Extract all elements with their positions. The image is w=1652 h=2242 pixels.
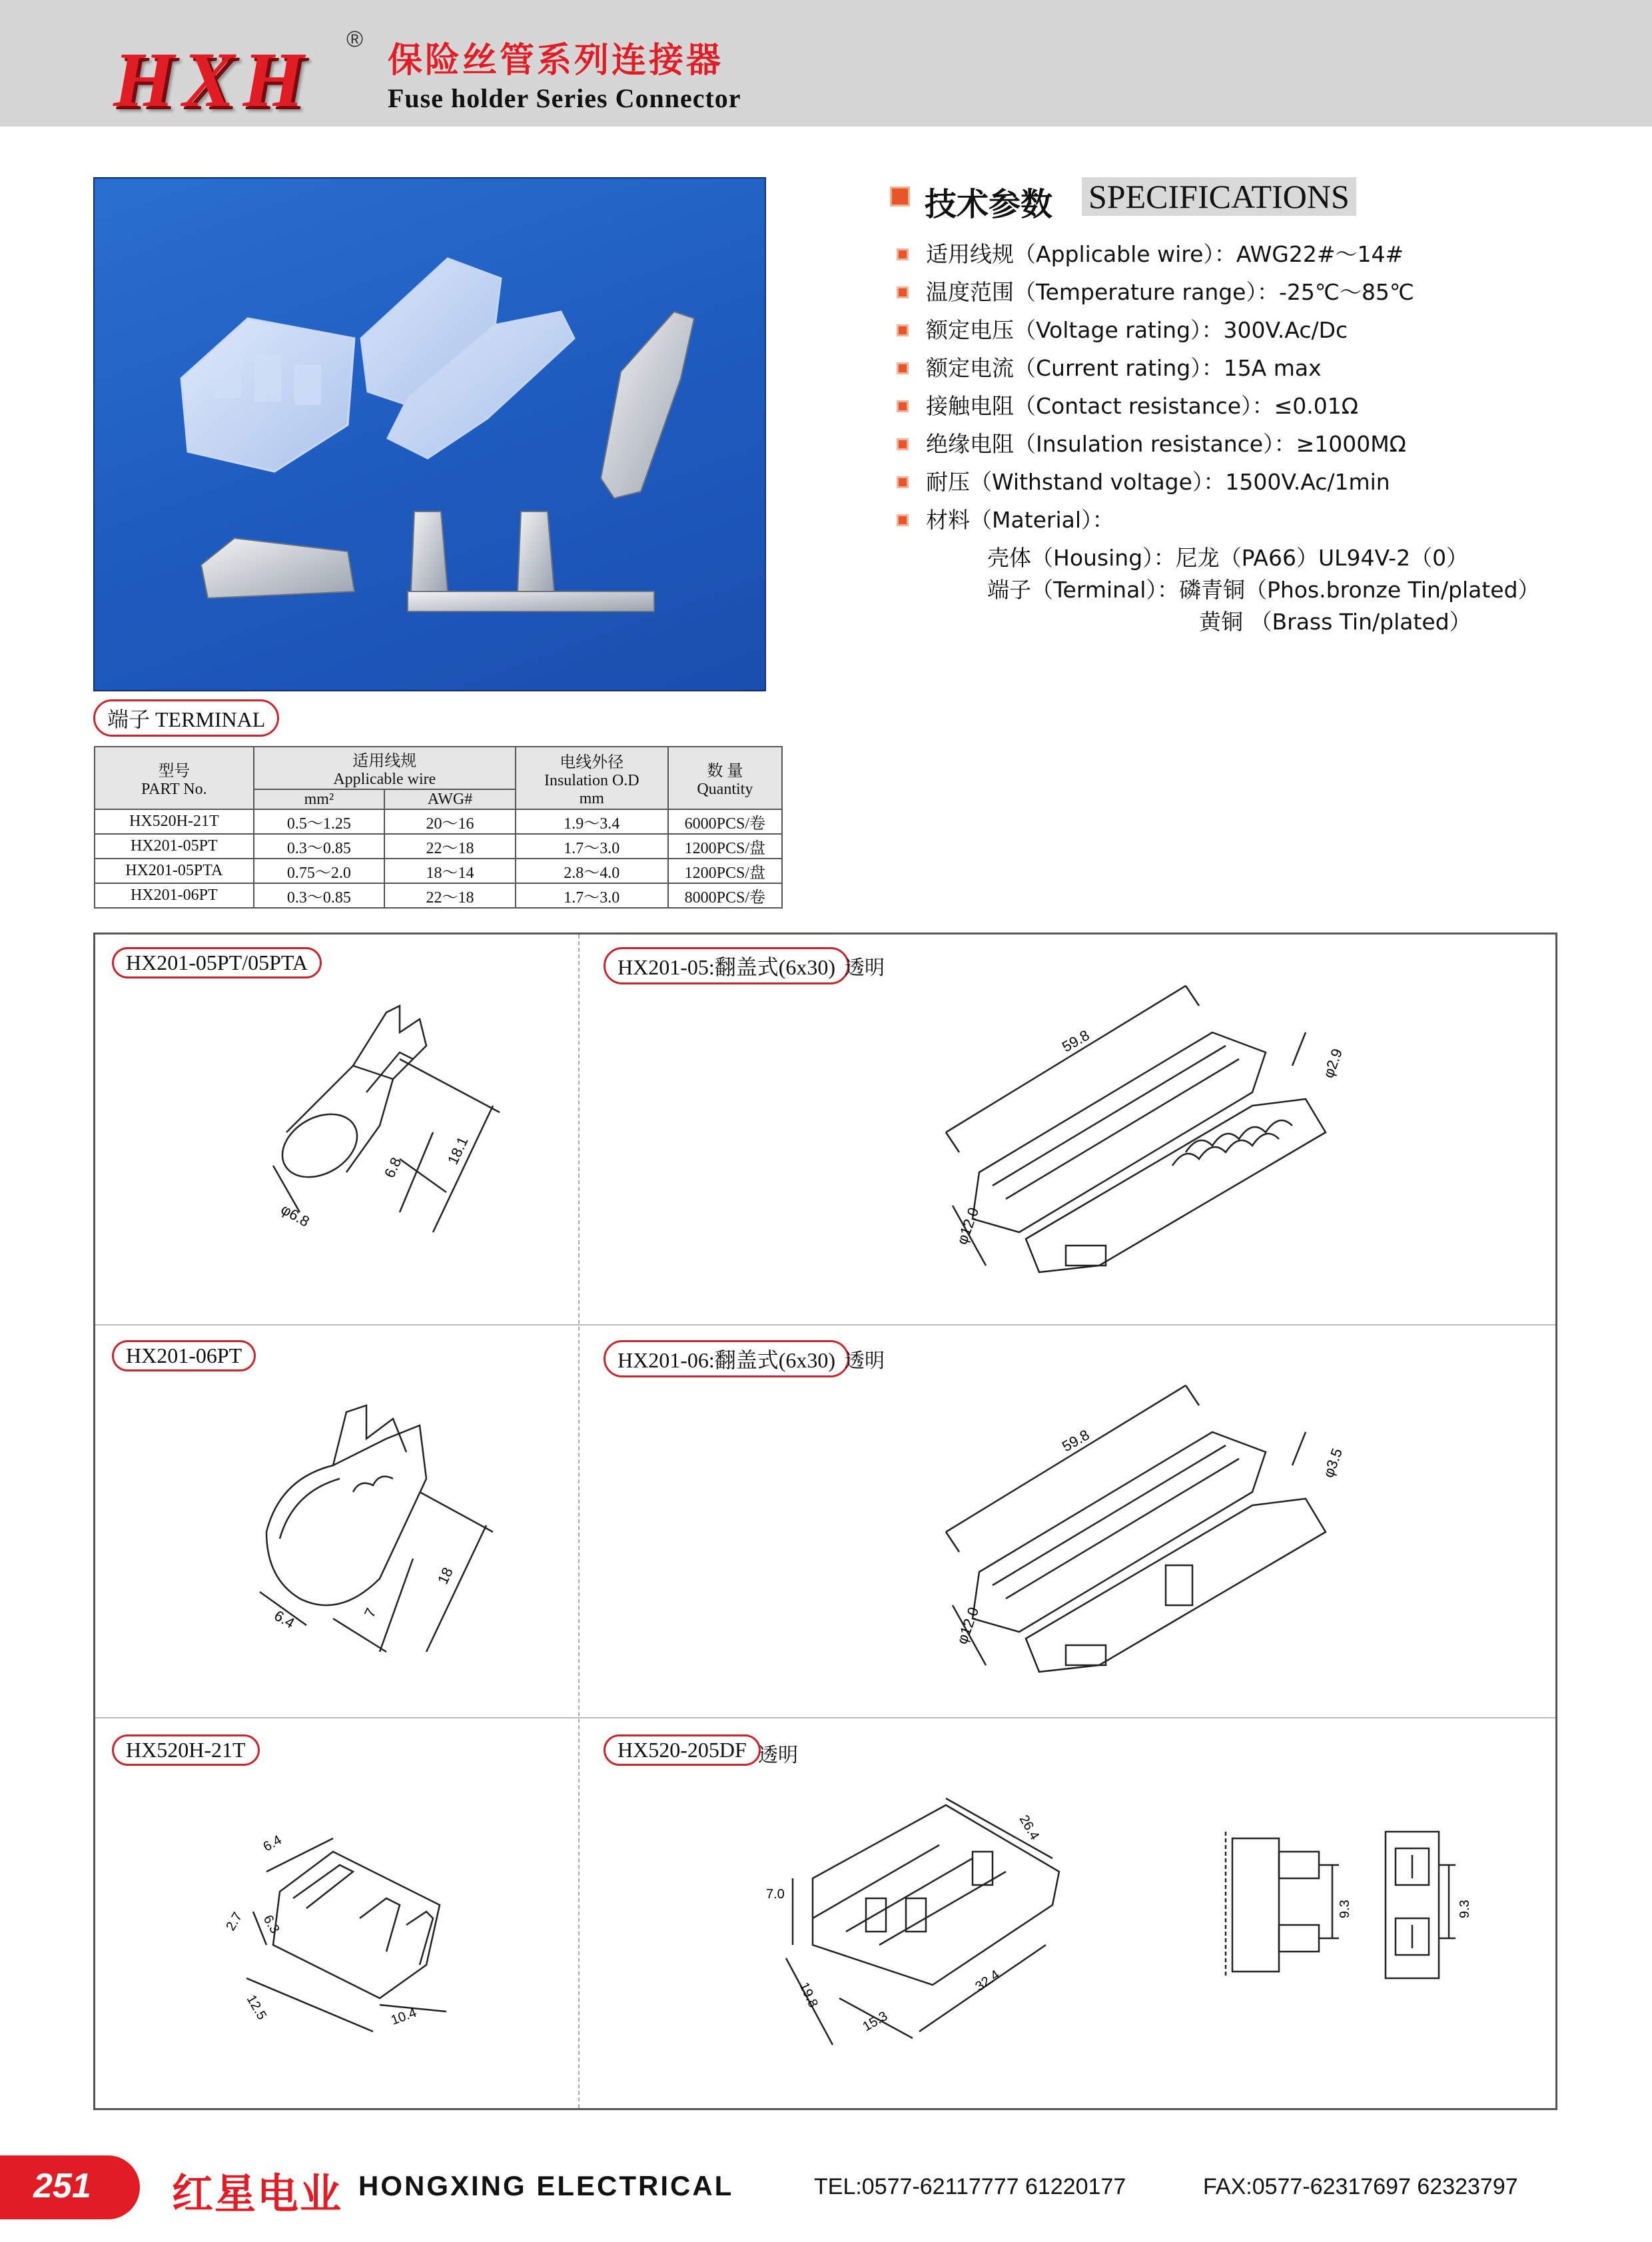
- terminal-carrier-photo: [408, 512, 654, 611]
- page-number: 251: [33, 2167, 91, 2205]
- material-brass: 黄铜 （Brass Tin/plated）: [1199, 609, 1471, 635]
- bullet-icon: [897, 324, 909, 336]
- dim-label: 6.3: [260, 1912, 282, 1936]
- page-title-cn: 保险丝管系列连接器: [388, 41, 724, 81]
- col-insulation-od: 电线外径 Insulation O.D mm: [516, 747, 668, 809]
- drawing-hx520-205df-side-views: [1219, 1825, 1472, 1985]
- spec-current-rating: 额定电流（Current rating）：15A max: [897, 351, 1322, 382]
- dim-label: 9.3: [1457, 1900, 1472, 1918]
- drawing-label-hx201-06pt: HX201-06PT: [112, 1340, 256, 1371]
- bullet-icon: [897, 362, 909, 374]
- dim-label: 6.4: [260, 1832, 284, 1855]
- drawing-hx201-06: [933, 1365, 1372, 1685]
- dim-label: 32.4: [973, 1967, 1003, 1995]
- company-name-cn: 红星电业: [172, 2169, 343, 2218]
- drawing-label-hx201-06: HX201-06:翻盖式(6x30): [604, 1340, 849, 1377]
- drawing-label-hx201-05pt: HX201-05PT/05PTA: [112, 947, 322, 978]
- spec-voltage-rating: 额定电压（Voltage rating）：300V.Ac/Dc: [897, 313, 1348, 344]
- terminal-spec-table: [94, 746, 783, 909]
- dim-label: φ12.0: [953, 1605, 983, 1647]
- table-row: HX201-06PT 0.3～0.85 22～18 1.7～3.0 8000PCS/卷: [95, 883, 782, 908]
- table-row: HX201-05PT 0.3～0.85 22～18 1.7～3.0 1200PCS/盘: [95, 834, 782, 859]
- table-row: HX201-05PTA 0.75～2.0 18～14 2.8～4.0 1200PCS/盘: [95, 859, 782, 883]
- drawing-suffix-transparent: 透明: [845, 1349, 885, 1373]
- fuse-holder-tube-photo: [361, 258, 574, 458]
- col-mm2: mm²: [254, 789, 385, 809]
- drawing-hx520h-21t: [223, 1812, 506, 2038]
- bullet-icon: [897, 438, 909, 450]
- dim-label: 15.3: [860, 2008, 891, 2035]
- housing-block-photo: [181, 318, 354, 472]
- spec-heading-cn: 技术参数: [925, 186, 1053, 223]
- product-photo: [93, 177, 766, 691]
- dim-label: 26.4: [1016, 1812, 1042, 1843]
- fax: FAX:0577-62317697 62323797: [1203, 2174, 1518, 2199]
- dim-label: φ3.5: [1320, 1446, 1346, 1480]
- drawing-label-hx520h-21t: HX520H-21T: [112, 1734, 260, 1766]
- bullet-icon: [897, 248, 909, 260]
- divider: [95, 1717, 1555, 1718]
- dim-label: 6.8: [380, 1154, 405, 1181]
- table-row: HX520H-21T 0.5～1.25 20～16 1.9～3.4 6000PCS/卷: [95, 809, 782, 834]
- dim-label: 18: [434, 1565, 456, 1587]
- telephone: TEL:0577-62117777 61220177: [814, 2174, 1126, 2199]
- terminal-pair-photo: [201, 538, 354, 598]
- spec-temperature-range: 温度范围（Temperature range）：-25℃～85℃: [897, 275, 1414, 306]
- dim-label: 10.4: [389, 2005, 419, 2028]
- product-photo-illustration: [95, 179, 765, 690]
- dim-label: 2.7: [223, 1910, 246, 1934]
- bullet-icon: [897, 514, 909, 526]
- spec-insulation-resistance: 绝缘电阻（Insulation resistance）：≥1000MΩ: [897, 427, 1406, 458]
- dim-label: φ2.9: [1320, 1046, 1346, 1080]
- spec-contact-resistance: 接触电阻（Contact resistance）：≤0.01Ω: [897, 389, 1358, 420]
- drawing-label-hx201-05: HX201-05:翻盖式(6x30): [604, 947, 849, 984]
- drawing-hx201-05: [933, 966, 1372, 1286]
- divider: [95, 1324, 1555, 1325]
- drawing-hx201-05pt: [233, 992, 513, 1246]
- material-housing: 壳体（Housing）：尼龙（PA66）UL94V-2（0）: [987, 545, 1469, 571]
- spec-withstand-voltage: 耐压（Withstand voltage）：1500V.Ac/1min: [897, 465, 1390, 496]
- drawing-hx201-06pt: [233, 1399, 513, 1665]
- dim-label: 59.8: [1059, 1026, 1092, 1056]
- dim-label: φ12.0: [953, 1205, 983, 1247]
- spec-heading-bullet: [890, 187, 910, 206]
- divider: [578, 934, 580, 2108]
- company-name-en: HONGXING ELECTRICAL: [358, 2170, 734, 2201]
- dim-label: 9.3: [1338, 1900, 1352, 1918]
- material-terminal: 端子（Terminal）：磷青铜（Phos.bronze Tin/plated）: [987, 577, 1540, 603]
- bullet-icon: [897, 286, 909, 298]
- drawing-label-hx520-205df: HX520-205DF: [604, 1734, 761, 1766]
- registered-mark: ®: [346, 27, 364, 52]
- bullet-icon: [897, 476, 909, 488]
- bullet-icon: [897, 400, 909, 412]
- dim-label: 6.4: [271, 1607, 298, 1632]
- col-applicable-wire: 适用线规 Applicable wire: [254, 747, 516, 789]
- terminal-section-label: 端子 TERMINAL: [93, 699, 279, 737]
- drawing-suffix-transparent: 透明: [758, 1744, 798, 1767]
- dim-label: 18.1: [444, 1134, 472, 1168]
- spec-applicable-wire: 适用线规（Applicable wire）：AWG22#～14#: [897, 237, 1404, 268]
- dim-label: 19.8: [796, 1980, 821, 2010]
- drawing-hx520-205df: [759, 1785, 1079, 2065]
- col-awg: AWG#: [384, 789, 516, 809]
- spec-heading-en: SPECIFICATIONS: [1082, 177, 1356, 216]
- drawing-suffix-transparent: 透明: [845, 956, 885, 980]
- col-quantity: 数 量 Quantity: [668, 747, 782, 809]
- dim-label: φ6.8: [278, 1200, 312, 1230]
- terminal-strip-photo: [601, 312, 694, 498]
- dim-label: 12.5: [243, 1992, 270, 2023]
- dim-label: 59.8: [1059, 1426, 1092, 1455]
- page-title-en: Fuse holder Series Connector: [388, 83, 741, 113]
- spec-material: 材料（Material）：: [897, 503, 1114, 534]
- dim-label: 7.0: [766, 1887, 785, 1902]
- dim-label: 7: [360, 1605, 380, 1621]
- col-part-no: 型号 PART No.: [95, 747, 254, 809]
- brand-logo: HXH: [113, 36, 312, 123]
